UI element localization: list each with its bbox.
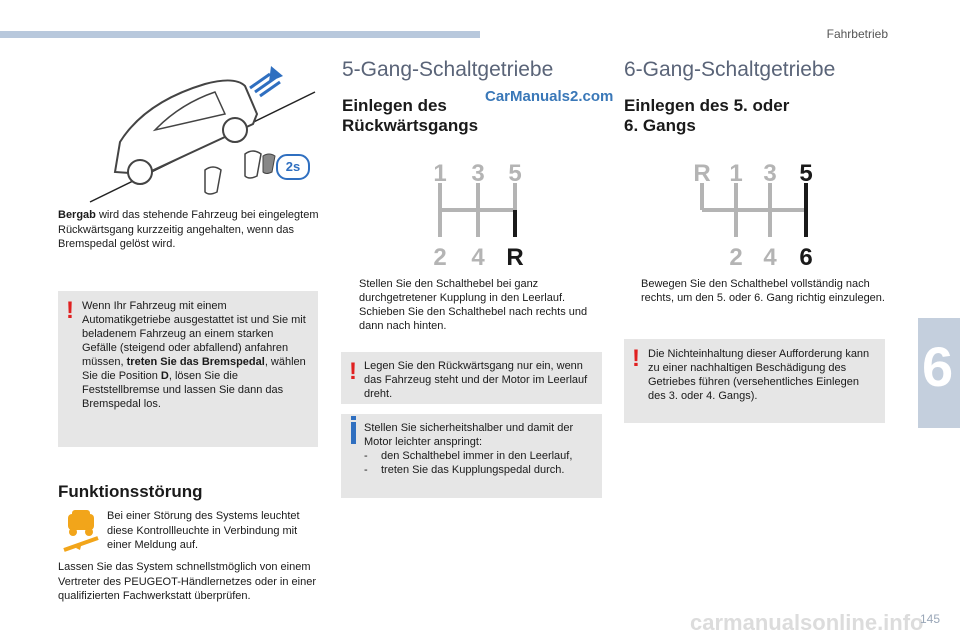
info-text — [364, 421, 596, 477]
warn-part: , wählen Sie die Position — [82, 356, 306, 382]
warn-part: Wenn Ihr Fahrzeug mit einem Automatikgetriebe ausgestattet ist und Sie mit beladenem Fahrzeug an einem starken Gefälle (steigend oder abfallend) anfahren müssen, — [82, 300, 306, 368]
info-list-item — [364, 449, 596, 463]
page-number: 145 — [919, 612, 940, 626]
gear-label: R — [693, 160, 711, 187]
gear-label: 1 — [433, 160, 447, 187]
instruction-text: Stellen Sie den Schalthebel bei ganz durchgetretener Kupplung in den Leerlauf. — [359, 278, 566, 304]
gear-label-reverse: R — [506, 244, 524, 270]
gear-label: 2 — [433, 244, 447, 270]
dash: - — [364, 450, 368, 462]
gear-label-six: 6 — [799, 244, 813, 270]
footer-watermark: carmanualsonline.info — [690, 610, 924, 635]
slope-caption — [58, 208, 320, 252]
reverse-gear-subtitle — [342, 96, 478, 136]
info-item-text: den Schalthebel immer in den Leerlauf, — [381, 450, 573, 462]
gear-label: 3 — [763, 160, 777, 187]
warning-icon: ! — [632, 345, 640, 372]
warning-box-automatic — [58, 291, 318, 447]
info-list-item — [364, 463, 596, 477]
gear-gate-lines — [440, 183, 515, 237]
five-speed-gear-pattern — [420, 155, 540, 270]
timer-badge: 2s — [276, 154, 310, 180]
warning-text: Die Nichteinhaltung dieser Aufforderung kann zu einer nachhaltigen Beschädigung des Getriebes führen (versehentliches Einlegen des 3. oder 4. Gangs). — [648, 348, 870, 402]
watermark: CarManuals2.com — [485, 88, 614, 105]
subtitle-line-1: Einlegen des — [342, 96, 447, 115]
warn-bold: D — [160, 370, 169, 382]
warn-part: , lösen Sie die Feststellbremse und lassen Sie dann das Bremspedal los. — [82, 370, 284, 410]
chapter-tab — [918, 318, 960, 428]
six-speed-title: 6-Gang-Schaltgetriebe — [624, 58, 836, 81]
info-box-start — [341, 414, 602, 498]
five-speed-title: 5-Gang-Schaltgetriebe — [342, 58, 554, 81]
gear-label-five: 5 — [799, 160, 813, 187]
caption-bold: Bergab — [58, 209, 96, 221]
car-on-slope-illustration — [85, 62, 320, 207]
header-bar — [0, 31, 480, 38]
warning-box-reverse — [341, 352, 602, 404]
dash: - — [364, 464, 368, 476]
malfunction-title: Funktionsstörung — [58, 482, 203, 501]
gear-label: 4 — [763, 244, 777, 270]
malfunction-advice: Lassen Sie das System schnellstmöglich von einem Vertreter des PEUGEOT-Händlernetzes oder in einer qualifizierten Fachwerkstatt überprüfen. — [58, 561, 317, 602]
gear-label: 1 — [729, 160, 743, 187]
chapter-number: 6 — [922, 335, 954, 398]
warning-text: Legen Sie den Rückwärtsgang nur ein, wenn das Fahrzeug steht und der Motor im Leerlauf dreht. — [364, 360, 588, 400]
info-intro: Stellen Sie sicherheitshalber und damit der Motor leichter anspringt: — [364, 422, 574, 448]
instruction-text: Bewegen Sie den Schalthebel vollständig nach rechts, um den 5. oder 6. Gang richtig einzulegen. — [641, 278, 885, 304]
gear-label: 3 — [471, 160, 485, 187]
malfunction-text: Bei einer Störung des Systems leuchtet diese Kontrollleuchte in Verbindung mit einer Meldung auf. — [107, 510, 300, 551]
caption-text: wird das stehende Fahrzeug bei eingelegtem Rückwärtsgang kurzzeitig angehalten, wenn das Bremspedal gelöst wird. — [58, 209, 319, 250]
info-item-text: treten Sie das Kupplungspedal durch. — [381, 464, 565, 476]
warning-icon: ! — [349, 358, 357, 385]
warning-text — [82, 299, 310, 411]
gear-label: 5 — [508, 160, 522, 187]
gear-5-6-subtitle — [624, 96, 789, 136]
subtitle-line-1: Einlegen des 5. oder — [624, 96, 790, 115]
section-label: Fahrbetrieb — [826, 27, 888, 41]
gear-label: 4 — [471, 244, 485, 270]
info-icon — [351, 422, 356, 444]
warning-box-gearbox — [624, 339, 885, 423]
warning-icon: ! — [66, 297, 74, 324]
hill-assist-warning-icon — [60, 508, 102, 552]
gear-label: 2 — [729, 244, 743, 270]
warn-bold: treten Sie das Bremspedal — [126, 356, 265, 368]
subtitle-line-2: Rückwärtsgangs — [342, 116, 479, 135]
six-speed-gear-pattern — [684, 155, 824, 270]
instruction-text: Schieben Sie den Schalthebel nach rechts und dann nach hinten. — [359, 306, 588, 332]
gear-gate-lines — [702, 183, 806, 237]
subtitle-line-2: 6. Gangs — [624, 116, 696, 135]
